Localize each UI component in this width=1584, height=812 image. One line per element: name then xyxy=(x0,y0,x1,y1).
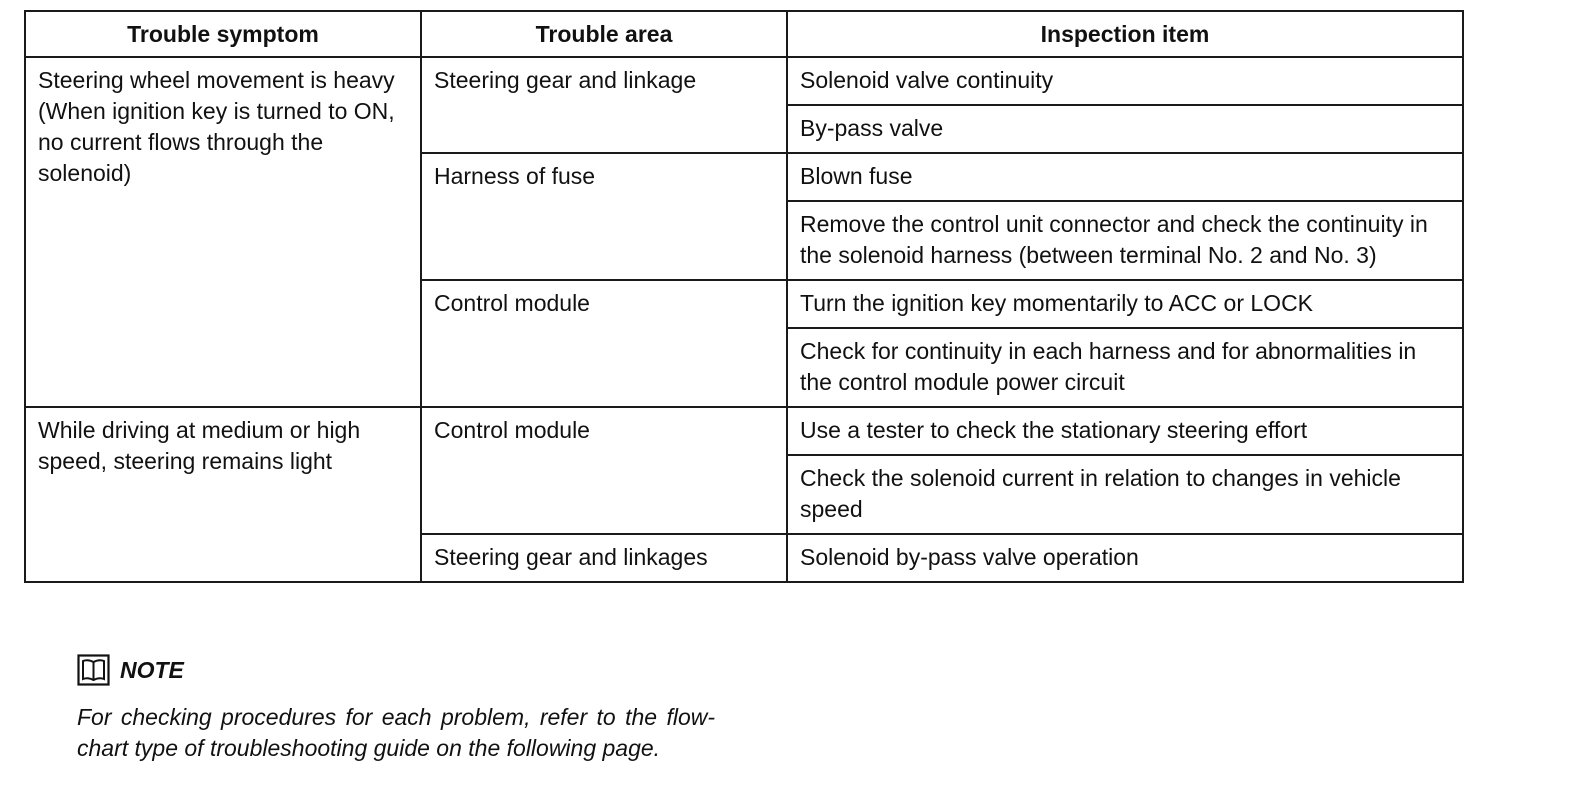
note-text: For checking procedures for each problem, refer to the flow-chart type of troubleshooting guide on the following page. xyxy=(77,704,715,761)
trouble-area-cell: Control module xyxy=(421,407,787,534)
inspection-item-cell: Remove the control unit connector and check the continuity in the solenoid harness (between terminal No. 2 and No. 3) xyxy=(787,201,1463,280)
troubleshooting-table xyxy=(24,10,1464,583)
trouble-area-cell: Harness of fuse xyxy=(421,153,787,280)
trouble-area-cell: Control module xyxy=(421,280,787,407)
note-header xyxy=(77,652,737,688)
table-row xyxy=(25,57,1463,105)
inspection-item-cell: Check the solenoid current in relation to changes in vehicle speed xyxy=(787,455,1463,534)
note-block xyxy=(77,652,737,764)
symptom-cell: While driving at medium or high speed, steering remains light xyxy=(25,407,421,582)
table-row xyxy=(25,407,1463,455)
inspection-item-cell: By-pass valve xyxy=(787,105,1463,153)
inspection-item-cell: Use a tester to check the stationary steering effort xyxy=(787,407,1463,455)
symptom-cell: Steering wheel movement is heavy (When ignition key is turned to ON, no current flows through the solenoid) xyxy=(25,57,421,407)
book-icon xyxy=(77,654,110,686)
table-header-row xyxy=(25,11,1463,57)
inspection-item-cell: Check for continuity in each harness and for abnormalities in the control module power circuit xyxy=(787,328,1463,407)
header-trouble-area: Trouble area xyxy=(421,11,787,57)
inspection-item-cell: Turn the ignition key momentarily to ACC or LOCK xyxy=(787,280,1463,328)
trouble-area-cell: Steering gear and linkages xyxy=(421,534,787,582)
inspection-item-cell: Solenoid valve continuity xyxy=(787,57,1463,105)
inspection-item-cell: Blown fuse xyxy=(787,153,1463,201)
note-title: NOTE xyxy=(120,656,184,683)
inspection-item-cell: Solenoid by-pass valve operation xyxy=(787,534,1463,582)
trouble-area-cell: Steering gear and linkage xyxy=(421,57,787,153)
header-trouble-symptom: Trouble symptom xyxy=(25,11,421,57)
header-inspection-item: Inspection item xyxy=(787,11,1463,57)
